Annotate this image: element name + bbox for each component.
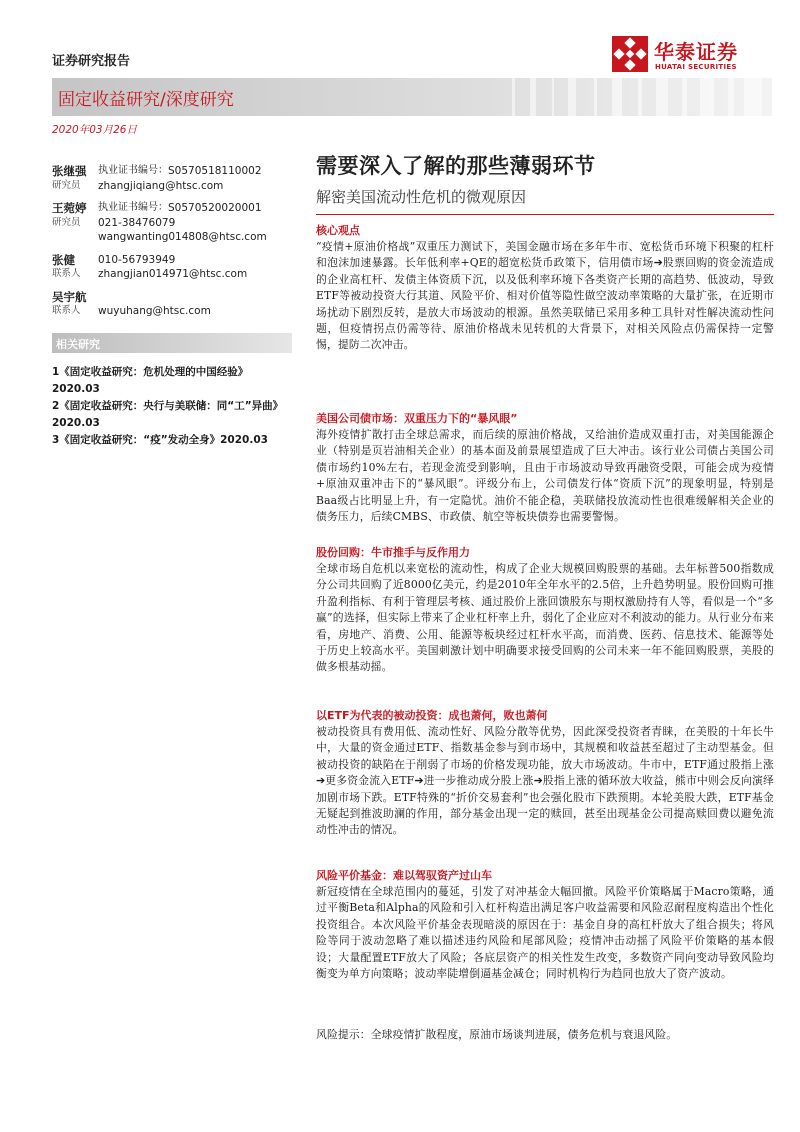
analyst-card [52,164,292,193]
section-body: “疫情+原油价格战”双重压力测试下，美国金融市场在多年牛市、宽松货币环境下积聚的杠杆和泡沫加速暴露。长年低利率+QE的超宽松货币政策下，信用债市场➔股票回购的资金流造成的企业高杠杆、发债主体资质下沉，以及低利率环境下各类资产长期的高趋势、低波动，导致ETF等被动投资大行其道、风险平价、相对价值等隐性做空波动率策略的大量扩张，在近期市场扰动下剧烈反转，是放大市场波动的根源。虽然美联储已采用多种工具针对性解决流动性问题，但疫情拐点仍需等待、原油价格战未见转机的大背景下，对相关风险点仍需保持一定警惕，提防二次冲击。 [316,240,774,352]
section-heading: 以ETF为代表的被动投资：成也萧何，败也萧何 [316,709,548,722]
cert-label: 执业证书编号： [98,202,168,213]
related-research-item[interactable]: 1《固定收益研究：危机处理的中国经验》2020.03 [52,366,249,395]
section-heading: 核心观点 [316,224,360,237]
risk-warning: 风险提示：全球疫情扩散程度，原油市场谈判进展，债务危机与衰退风险。 [316,1028,678,1041]
analyst-email[interactable]: wuyuhang@htsc.com [98,305,211,317]
related-research-list [52,364,292,450]
section-buybacks [316,545,774,676]
analyst-role: 研究员 [52,216,81,228]
analyst-phone: 021-38476079 [98,216,176,229]
analyst-name: 张继强 [52,164,87,178]
huatai-logo-icon [612,36,648,72]
analyst-role: 联系人 [52,268,81,279]
cert-number: S0570518110002 [168,165,262,177]
report-title: 需要深入了解的那些薄弱环节 [316,154,596,178]
subtitle-divider [316,214,774,215]
analyst-role: 联系人 [52,305,81,316]
analyst-phone: 010-56793949 [98,253,176,266]
section-passive-etf [316,708,774,839]
brand-logo [612,36,772,76]
section-heading: 风险平价基金：难以驾驭资产过山车 [316,869,492,882]
section-heading: 股份回购：牛市推手与反作用力 [316,546,470,559]
related-research-title: 相关研究 [56,338,100,351]
analyst-name: 王菀婷 [52,201,87,215]
section-corporate-bonds [316,411,774,525]
related-research-item[interactable]: 3《固定收益研究：“疫”发动全身》2020.03 [52,434,268,446]
analyst-email[interactable]: zhangjiqiang@htsc.com [98,179,224,192]
related-research-item[interactable]: 2《固定收益研究：央行与美联储：同“工”异曲》2020.03 [52,400,284,429]
section-body: 海外疫情扩散打击全球总需求，而后续的原油价格战，又给油价造成双重打击，对美国能源企业（特别是页岩油相关企业）的基本面及前景展望造成了巨大冲击。该行业公司债占美国公司债市场约10%左右，若现金流受到影响，且由于市场波动导致再融资受限，可能会成为疫情+原油双重冲击下的“暴风眼”。评级分布上，公司债发行体“资质下沉”的现象明显，特别是Baa级占比明显上升，有一定隐忧。油价不能企稳，美联储投放流动性也很难缓解相关企业的债务压力，后续CMBS、市政债、航空等板块债券也需要警惕。 [316,428,774,524]
report-type-label: 证券研究报告 [52,54,131,69]
analyst-role: 研究员 [52,179,81,191]
brand-name-cn: 华泰证券 [654,40,738,64]
report-category: 固定收益研究/深度研究 [58,90,234,110]
section-heading: 美国公司债市场：双重压力下的“暴风眼” [316,412,518,425]
section-risk-parity [316,868,774,982]
brand-name-en: HUATAI SECURITIES [655,63,737,71]
report-subtitle: 解密美国流动性危机的微观原因 [316,188,527,206]
analyst-card [52,290,292,319]
section-core-views [316,223,774,354]
analyst-name: 张健 [52,252,75,267]
analyst-name: 吴宇航 [52,289,87,304]
cert-label: 执业证书编号： [98,165,168,176]
section-body: 新冠疫情在全球范围内的蔓延，引发了对冲基金大幅回撤。风险平价策略属于Macro策略，通过平衡Beta和Alpha的风险和引入杠杆构造出满足客户收益需要和风险忍耐程度构造出个性化投资组合。本次风险平价基金表现暗淡的原因在于：基金自身的高杠杆放大了组合损失；将风险等同于波动忽略了难以描述违约风险和尾部风险；疫情冲击动摇了风险平价策略的基本假设；大量配置ETF放大了风险；各底层资产的相关性发生改变，多数资产同向变动导致风险均衡变为单方向策略；波动率陡增倒逼基金减仓；同时机构行为趋同也放大了资产波动。 [316,885,774,981]
cert-number: S0570520020001 [168,202,262,214]
analyst-card [52,201,292,245]
section-body: 全球市场自危机以来宽松的流动性，构成了企业大规模回购股票的基础。去年标普500指数成分公司共回购了近8000亿美元，约是2010年全年水平的2.5倍，上升趋势明显。股份回购可推升盈利指标、有利于管理层考核、通过股价上涨回馈股东与期权激励持有人等，看似是一个“多赢”的选择，但实际上带来了企业杠杆率上升，弱化了企业应对不利波动的能力。从行业分布来看，房地产、消费、公用、能源等板块经过杠杆水平高，而消费、医药、信息技术、能源等处于历史上较高水平。美国刺激计划中明确要求接受回购的公司未来一年不能回购股票，美股的做多根基动摇。 [316,562,774,674]
report-heading [316,150,774,215]
analyst-card [52,253,292,282]
report-date: 2020年03月26日 [52,124,137,136]
analyst-panel [52,164,292,327]
banner-stripes-decoration [472,78,772,116]
analyst-email[interactable]: zhangjian014971@htsc.com [98,268,248,280]
analyst-email[interactable]: wangwanting014808@htsc.com [98,231,267,243]
section-body: 被动投资具有费用低、流动性好、风险分散等优势，因此深受投资者青睐，在美股的十年长牛中，大量的资金通过ETF、指数基金参与到市场中，其规模和收益甚至超过了主动型基金。但被动投资的缺陷在于削弱了市场的价格发现功能，放大市场波动。牛市中，ETF通过股指上涨➔更多资金流入ETF➔进一步推动成分股上涨➔股指上涨的循环放大收益，熊市中则会反向演绎加剧市场下跌。ETF特殊的“折价交易套利”也会强化股市下跌预期。本轮美股大跌，ETF基金无疑起到推波助澜的作用，部分基金出现一定的赎回，甚至出现基金公司提高赎回费以避免流动性冲击的情况。 [316,725,774,837]
